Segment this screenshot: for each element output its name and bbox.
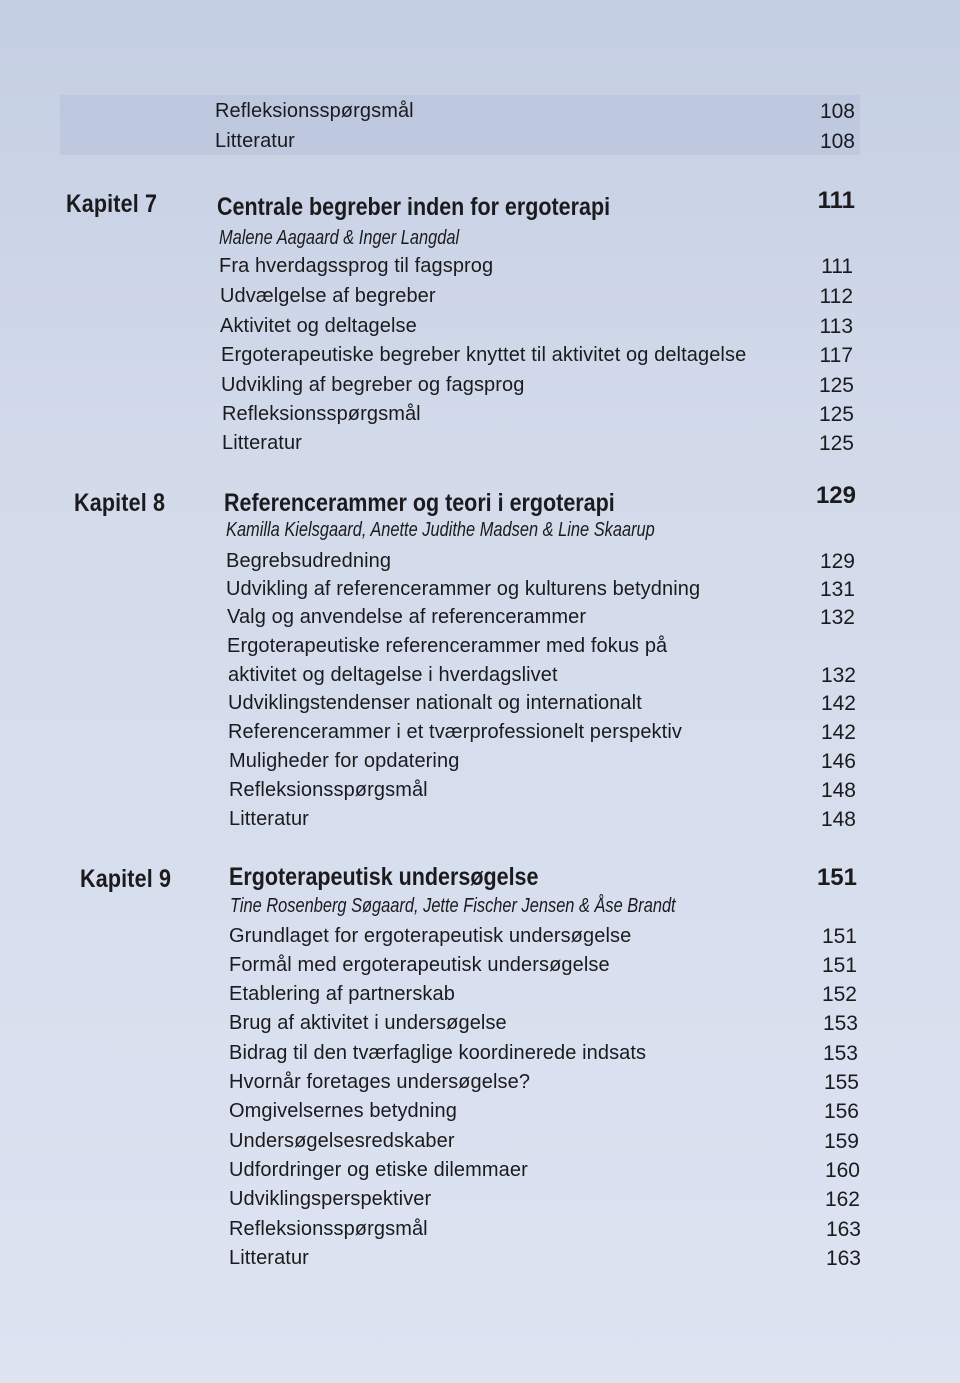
toc-entry bbox=[0, 1100, 960, 1130]
entry-label: Udfordringer og etiske dilemmaer bbox=[229, 1159, 528, 1181]
chapter-title: Ergoterapeutisk undersøgelse bbox=[229, 863, 539, 891]
entry-page: 148 bbox=[820, 808, 856, 831]
toc-entry bbox=[0, 1218, 960, 1248]
entry-label: Udvikling af referencerammer og kulturens betydning bbox=[226, 578, 701, 600]
toc-entry bbox=[0, 285, 960, 315]
entry-page: 125 bbox=[818, 374, 854, 397]
chapter-number: Kapitel 8 bbox=[74, 489, 166, 517]
toc-entry bbox=[0, 750, 960, 780]
entry-page: 151 bbox=[821, 925, 857, 948]
entry-label: Brug af aktivitet i undersøgelse bbox=[229, 1012, 507, 1034]
toc-entry bbox=[0, 255, 960, 285]
entry-page: 132 bbox=[820, 664, 856, 687]
entry-label: Refleksionsspørgsmål bbox=[229, 1218, 428, 1240]
entry-page: 132 bbox=[819, 606, 855, 629]
chapter-page: 129 bbox=[815, 482, 856, 509]
toc-entry bbox=[0, 1012, 960, 1042]
entry-page: 111 bbox=[821, 255, 853, 278]
toc-entry bbox=[0, 983, 960, 1013]
toc-entry bbox=[0, 779, 960, 809]
toc-entry bbox=[0, 1188, 960, 1218]
entry-label: Refleksionsspørgsmål bbox=[215, 100, 414, 122]
chapter-title: Centrale begreber inden for ergoterapi bbox=[217, 193, 611, 221]
entry-page: 125 bbox=[818, 403, 854, 426]
entry-label: Omgivelsernes betydning bbox=[229, 1100, 457, 1122]
entry-page: 146 bbox=[820, 750, 856, 773]
toc-entry bbox=[0, 635, 960, 665]
toc-entry bbox=[0, 1247, 960, 1277]
chapter-authors: Tine Rosenberg Søgaard, Jette Fischer Jensen & Åse Brandt bbox=[230, 895, 676, 917]
entry-page: 152 bbox=[821, 983, 857, 1006]
entry-label: Litteratur bbox=[229, 1247, 309, 1269]
entry-label: Udvikling af begreber og fagsprog bbox=[221, 374, 525, 396]
entry-page: 108 bbox=[819, 130, 855, 153]
entry-label: Udviklingsperspektiver bbox=[229, 1188, 432, 1210]
entry-label: Udviklingstendenser nationalt og internationalt bbox=[228, 692, 642, 714]
entry-page: 163 bbox=[825, 1218, 861, 1241]
entry-page: 142 bbox=[820, 692, 856, 715]
entry-label: Referencerammer i et tværprofessionelt perspektiv bbox=[228, 721, 682, 743]
entry-page: 142 bbox=[820, 721, 856, 744]
entry-page: 160 bbox=[824, 1159, 860, 1182]
entry-label: Valg og anvendelse af referencerammer bbox=[227, 606, 587, 628]
entry-page: 112 bbox=[819, 285, 853, 308]
entry-page: 155 bbox=[823, 1071, 859, 1094]
entry-page: 153 bbox=[822, 1012, 858, 1035]
entry-label: Aktivitet og deltagelse bbox=[220, 315, 417, 337]
entry-page: 113 bbox=[819, 315, 853, 338]
entry-label: Refleksionsspørgsmål bbox=[222, 403, 421, 425]
toc-entry bbox=[0, 578, 960, 608]
chapter-number: Kapitel 7 bbox=[66, 190, 158, 218]
entry-page: 125 bbox=[818, 432, 854, 455]
entry-page: 151 bbox=[821, 954, 857, 977]
entry-page: 159 bbox=[823, 1130, 859, 1153]
toc-entry bbox=[0, 925, 960, 955]
entry-label: Muligheder for opdatering bbox=[229, 750, 460, 772]
entry-page: 117 bbox=[819, 344, 853, 367]
entry-label: Litteratur bbox=[215, 130, 295, 152]
toc-entry bbox=[0, 1042, 960, 1072]
entry-page: 156 bbox=[823, 1100, 859, 1123]
toc-entry bbox=[0, 954, 960, 984]
entry-label: Ergoterapeutiske referencerammer med fokus på bbox=[227, 635, 668, 657]
toc-entry bbox=[0, 315, 960, 345]
toc-entry bbox=[0, 130, 960, 160]
chapter-number: Kapitel 9 bbox=[80, 865, 172, 893]
toc-entry bbox=[0, 808, 960, 838]
toc-entry bbox=[0, 374, 960, 404]
toc-entry bbox=[0, 100, 960, 130]
entry-label: Bidrag til den tværfaglige koordinerede indsats bbox=[229, 1042, 647, 1064]
entry-label: Formål med ergoterapeutisk undersøgelse bbox=[229, 954, 610, 976]
entry-label: Begrebsudredning bbox=[226, 550, 392, 572]
entry-page: 162 bbox=[824, 1188, 860, 1211]
entry-page: 108 bbox=[819, 100, 855, 123]
toc-entry bbox=[0, 1130, 960, 1160]
chapter-authors: Kamilla Kielsgaard, Anette Judithe Madsen & Line Skaarup bbox=[226, 519, 655, 541]
entry-label: Udvælgelse af begreber bbox=[220, 285, 436, 307]
entry-page: 131 bbox=[819, 578, 855, 601]
toc-entry bbox=[0, 721, 960, 751]
toc-entry bbox=[0, 344, 960, 374]
entry-label: Fra hverdagssprog til fagsprog bbox=[219, 255, 494, 277]
toc-entry bbox=[0, 1071, 960, 1101]
entry-label: aktivitet og deltagelse i hverdagslivet bbox=[228, 664, 558, 686]
chapter-authors: Malene Aagaard & Inger Langdal bbox=[219, 227, 460, 249]
entry-label: Ergoterapeutiske begreber knyttet til aktivitet og deltagelse bbox=[221, 344, 747, 366]
entry-page: 153 bbox=[822, 1042, 858, 1065]
chapter-page: 111 bbox=[817, 187, 855, 214]
toc-entry bbox=[0, 692, 960, 722]
entry-label: Etablering af partnerskab bbox=[229, 983, 455, 1005]
entry-label: Grundlaget for ergoterapeutisk undersøgelse bbox=[229, 925, 632, 947]
toc-entry bbox=[0, 432, 960, 462]
toc-entry bbox=[0, 1159, 960, 1189]
entry-label: Undersøgelsesredskaber bbox=[229, 1130, 455, 1152]
entry-label: Litteratur bbox=[229, 808, 309, 830]
entry-label: Hvornår foretages undersøgelse? bbox=[229, 1071, 531, 1093]
toc-entry bbox=[0, 664, 960, 694]
toc-entry bbox=[0, 403, 960, 433]
entry-page: 148 bbox=[820, 779, 856, 802]
toc-entry bbox=[0, 550, 960, 580]
toc-entry bbox=[0, 606, 960, 636]
chapter-page: 151 bbox=[816, 864, 857, 891]
entry-page: 129 bbox=[819, 550, 855, 573]
entry-label: Litteratur bbox=[222, 432, 302, 454]
chapter-title: Referencerammer og teori i ergoterapi bbox=[224, 489, 615, 517]
entry-label: Refleksionsspørgsmål bbox=[229, 779, 428, 801]
entry-page: 163 bbox=[825, 1247, 861, 1270]
